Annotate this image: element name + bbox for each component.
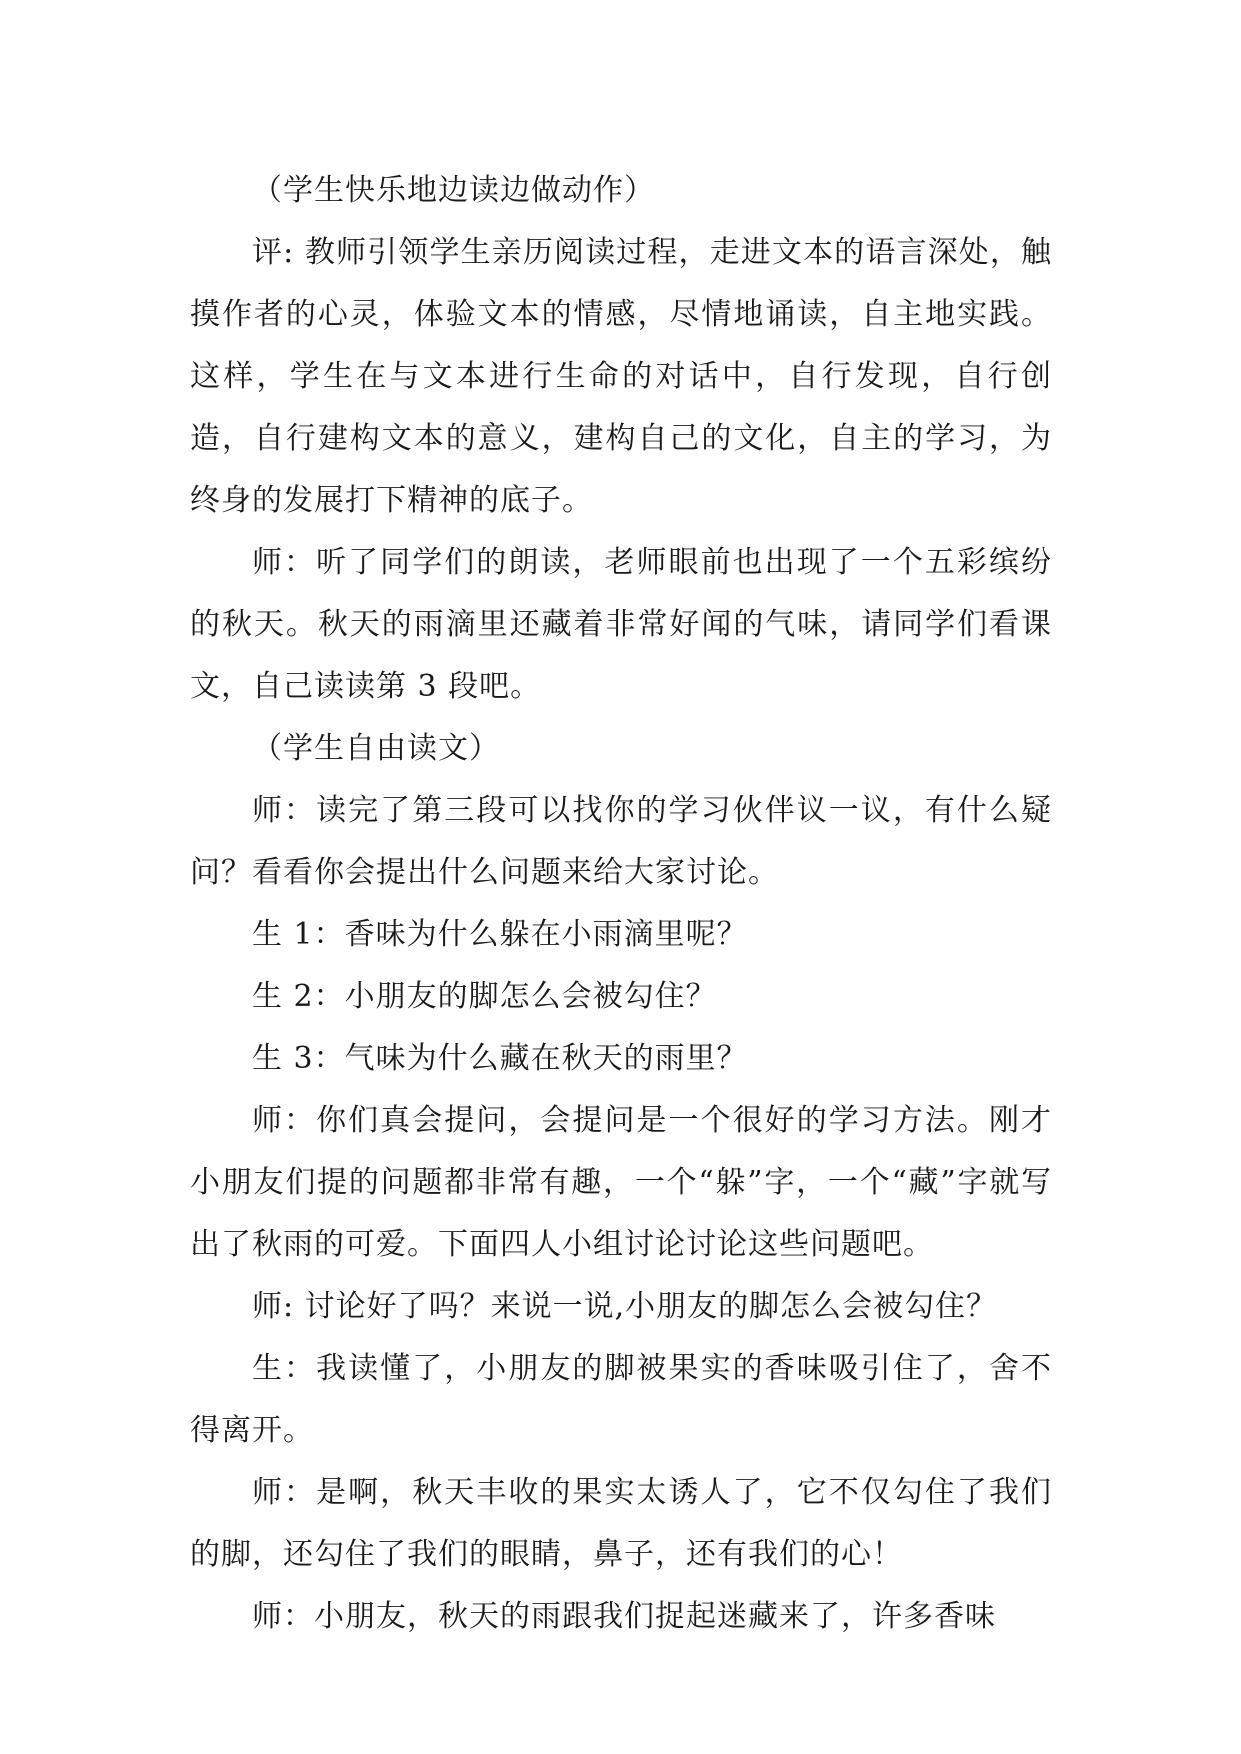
paragraph-teacher-1: 师：听了同学们的朗读，老师眼前也出现了一个五彩缤纷的秋天。秋天的雨滴里还藏着非常好闻的气味，请同学们看课文，自己读读第 3 段吧。: [190, 545, 1052, 704]
paragraph-teacher-4: 师: 讨论好了吗？来说一说,小朋友的脚怎么会被勾住？: [252, 1289, 998, 1324]
paragraph-teacher-6: 师：小朋友，秋天的雨跟我们捉起迷藏来了，许多香味: [252, 1599, 996, 1634]
paragraph-teacher-5: 师：是啊，秋天丰收的果实太诱人了，它不仅勾住了我们的脚，还勾住了我们的眼睛，鼻子，还有我们的心！: [190, 1475, 1052, 1572]
paragraph-teacher-3: 师：你们真会提问，会提问是一个很好的学习方法。刚才小朋友们提的问题都非常有趣，一个“躲”字，一个“藏”字就写出了秋雨的可爱。下面四人小组讨论讨论这些问题吧。: [190, 1103, 1052, 1262]
document-body: [190, 160, 1052, 1648]
paragraph-student-1: 生 1：香味为什么躲在小雨滴里呢？: [252, 917, 748, 952]
paragraph-student-3: 生 3：气味为什么藏在秋天的雨里？: [252, 1041, 748, 1076]
paragraph-stage-direction-2: （学生自由读文）: [252, 731, 500, 766]
paragraph-student-4: 生：我读懂了，小朋友的脚被果实的香味吸引住了，舍不得离开。: [190, 1351, 1052, 1448]
paragraph-comment: 评: 教师引领学生亲历阅读过程，走进文本的语言深处，触摸作者的心灵，体验文本的情感，尽情地诵读，自主地实践。这样，学生在与文本进行生命的对话中，自行发现，自行创造，自行建构文本的意义，建构自己的文化，自主的学习，为终身的发展打下精神的底子。: [190, 235, 1052, 518]
paragraph-student-2: 生 2：小朋友的脚怎么会被勾住？: [252, 979, 717, 1014]
paragraph-stage-direction-1: （学生快乐地边读边做动作）: [252, 173, 655, 208]
paragraph-teacher-2: 师：读完了第三段可以找你的学习伙伴议一议，有什么疑问？看看你会提出什么问题来给大家讨论。: [190, 793, 1052, 890]
